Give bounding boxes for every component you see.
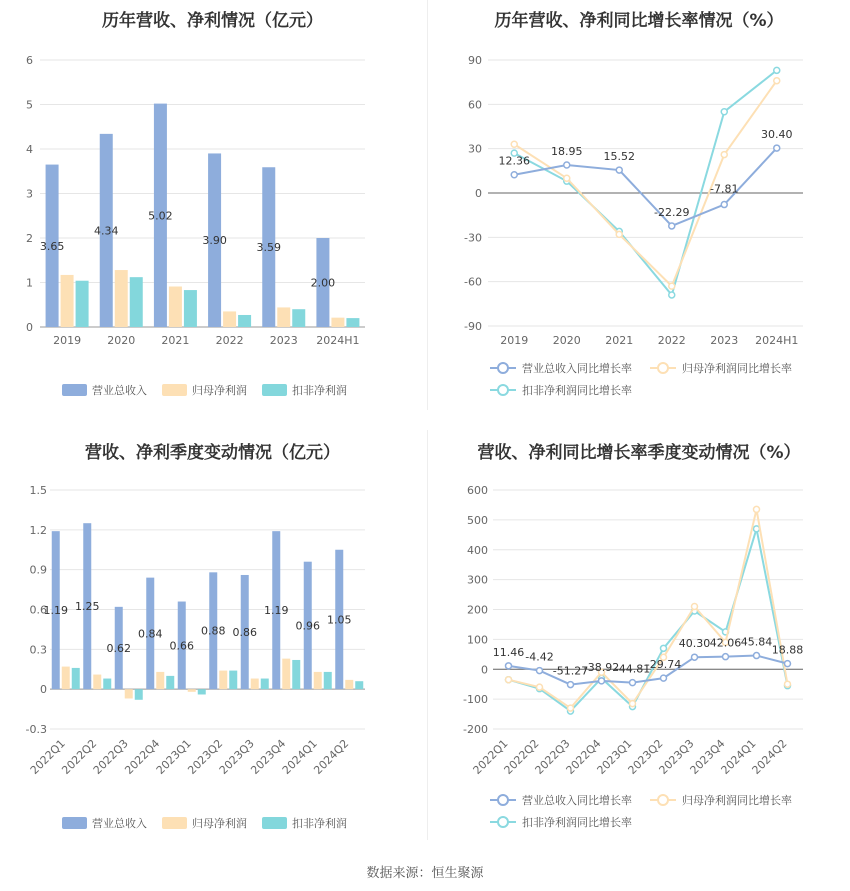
legend-label: 扣非净利润: [292, 817, 347, 830]
x-tick-label: 2023Q4: [687, 736, 728, 777]
y-tick-label: 100: [467, 633, 488, 647]
x-tick-label: 2024Q1: [718, 736, 759, 777]
legend-label: 归母净利润: [192, 384, 247, 397]
series-point: [616, 231, 622, 237]
y-tick-label: 6: [26, 54, 33, 67]
data-label: 0.96: [295, 619, 320, 633]
chart-title: 营收、净利同比增长率季度变动情况（%）: [477, 443, 801, 463]
y-tick-label: 0.3: [29, 643, 47, 657]
legend-label: 营业总收入: [92, 817, 147, 830]
data-label: 40.30: [678, 637, 711, 651]
legend-swatch: [162, 384, 187, 396]
annual-growth-panel: [428, 0, 850, 410]
net-profit-bar: [93, 675, 101, 690]
net-profit-bar: [331, 318, 344, 327]
legend-swatch-marker: [658, 363, 668, 373]
series-point: [774, 67, 780, 73]
deducted-profit-bar: [184, 290, 197, 327]
data-label: 4.34: [94, 224, 119, 238]
legend-swatch: [262, 817, 287, 829]
x-tick-label: 2023Q1: [153, 736, 194, 777]
series-point: [723, 654, 729, 660]
x-tick-label: 2023Q2: [185, 736, 226, 777]
legend-swatch: [62, 384, 87, 396]
series-point: [774, 78, 780, 84]
chart-title: 营收、净利季度变动情况（亿元）: [85, 443, 340, 463]
chart-title: 历年营收、净利情况（亿元）: [102, 11, 323, 31]
x-tick-label: 2021: [605, 334, 634, 347]
quarterly-values-panel: [0, 432, 425, 847]
net-profit-bar: [223, 311, 236, 327]
deducted-profit-bar: [198, 689, 206, 694]
y-tick-label: 3: [26, 187, 33, 201]
x-tick-label: 2022Q4: [563, 736, 604, 777]
y-tick-label: -30: [464, 231, 482, 245]
annual-values-chart: [0, 0, 425, 410]
x-tick-label: 2022Q3: [532, 736, 573, 777]
series-point: [785, 681, 791, 687]
y-tick-label: 30: [468, 142, 482, 156]
net-profit-bar: [156, 672, 164, 689]
legend-swatch-marker: [498, 385, 508, 395]
chart-title: 历年营收、净利同比增长率情况（%）: [494, 11, 784, 31]
y-tick-label: 1.5: [29, 484, 47, 497]
data-label: 45.84: [740, 635, 773, 649]
x-tick-label: 2022Q2: [59, 736, 100, 777]
x-tick-label: 2023Q4: [248, 736, 289, 777]
x-tick-label: 2023Q3: [656, 736, 697, 777]
net-profit-bar: [115, 270, 128, 327]
deducted-profit-bar: [130, 277, 143, 327]
legend-label: 扣非净利润: [292, 384, 347, 397]
x-tick-label: 2024Q2: [749, 736, 790, 777]
data-label: 3.59: [256, 241, 281, 255]
y-tick-label: 5: [26, 98, 33, 112]
data-label: -29.74: [645, 658, 682, 672]
x-tick-label: 2024H1: [755, 334, 799, 347]
x-tick-label: 2024H1: [316, 334, 360, 347]
deducted-profit-bar: [355, 681, 363, 689]
data-label: 11.46: [492, 645, 525, 659]
y-tick-label: -100: [463, 693, 488, 707]
net-profit-bar: [188, 689, 196, 692]
x-tick-label: 2023Q2: [625, 736, 666, 777]
series-point: [564, 175, 570, 181]
y-tick-label: 200: [467, 603, 488, 617]
y-tick-label: -0.3: [25, 723, 47, 736]
data-source: 数据来源：恒生聚源: [366, 866, 484, 881]
net-profit-bar: [169, 287, 182, 327]
x-tick-label: 2021: [161, 334, 190, 347]
series-point: [506, 663, 512, 669]
series-point: [721, 109, 727, 115]
data-label: 15.52: [603, 150, 635, 164]
series-point: [754, 506, 760, 512]
series-point: [669, 292, 675, 298]
deducted-profit-bar: [76, 281, 89, 327]
x-tick-label: 2024Q1: [279, 736, 320, 777]
series-point: [661, 675, 667, 681]
data-label: 5.02: [148, 209, 173, 223]
y-tick-label: 0: [475, 187, 482, 200]
deducted-profit-bar: [72, 668, 80, 689]
x-tick-label: 2020: [107, 334, 136, 347]
legend-swatch-marker: [498, 817, 508, 827]
data-label: -38.92: [583, 660, 620, 674]
y-tick-label: 2: [26, 232, 33, 245]
series-point: [537, 684, 543, 690]
x-tick-label: 2022Q4: [122, 736, 163, 777]
y-tick-label: 400: [467, 543, 488, 557]
series-point: [568, 705, 574, 711]
y-tick-label: 60: [468, 98, 482, 112]
series-point: [692, 604, 698, 610]
deducted-profit-bar: [261, 679, 269, 690]
series-point: [506, 677, 512, 683]
data-label: -44.81: [614, 662, 651, 676]
data-label: -22.29: [654, 205, 690, 219]
deducted-profit-bar: [103, 679, 111, 690]
deducted-profit-bar: [166, 676, 174, 689]
x-tick-label: 2019: [500, 334, 529, 347]
legend-label: 归母净利润同比增长率: [682, 794, 792, 807]
legend-swatch-marker: [498, 795, 508, 805]
series-point: [721, 152, 727, 158]
quarterly-values-chart: [0, 432, 425, 847]
x-tick-label: 2023Q1: [594, 736, 635, 777]
y-tick-label: 90: [468, 54, 482, 67]
x-tick-label: 2022Q3: [90, 736, 131, 777]
data-label: 0.62: [106, 642, 131, 656]
series-point: [669, 283, 675, 289]
legend-label: 扣非净利润同比增长率: [522, 816, 632, 829]
series-point: [630, 701, 636, 707]
y-tick-label: 1.2: [29, 523, 47, 537]
annual-values-panel: [0, 0, 425, 410]
deducted-profit-bar: [346, 318, 359, 327]
y-tick-label: 300: [467, 573, 488, 587]
legend-label: 归母净利润同比增长率: [682, 362, 792, 375]
data-label: 1.19: [43, 604, 68, 618]
y-tick-label: 600: [467, 484, 488, 497]
series-point: [754, 653, 760, 659]
series-point: [537, 668, 543, 674]
deducted-profit-bar: [238, 315, 251, 327]
series-point: [669, 223, 675, 229]
y-tick-label: 500: [467, 513, 488, 527]
deducted-profit-bar: [229, 671, 237, 690]
legend-label: 营业总收入: [92, 384, 147, 397]
series-point: [721, 202, 727, 208]
data-label: 0.86: [232, 626, 257, 640]
legend-swatch-marker: [498, 363, 508, 373]
net-profit-bar: [277, 307, 290, 327]
series-point: [564, 162, 570, 168]
y-tick-label: -200: [463, 723, 488, 736]
x-tick-label: 2020: [552, 334, 581, 347]
data-label: -51.27: [552, 664, 589, 678]
legend-swatch: [262, 384, 287, 396]
legend-swatch-marker: [658, 795, 668, 805]
y-tick-label: 0.9: [29, 563, 47, 577]
data-label: 3.65: [39, 239, 65, 253]
legend-label: 营业总收入同比增长率: [522, 362, 632, 375]
x-tick-label: 2022Q1: [470, 736, 511, 777]
legend-label: 归母净利润: [192, 817, 247, 830]
net-profit-bar: [61, 275, 74, 327]
deducted-profit-bar: [324, 672, 332, 689]
series-point: [511, 172, 517, 178]
legend-swatch: [162, 817, 187, 829]
y-tick-label: 0: [40, 683, 47, 697]
net-profit-bar: [282, 659, 290, 690]
x-tick-label: 2024Q2: [311, 736, 352, 777]
net-profit-bar: [125, 689, 133, 698]
net-profit-bar: [251, 679, 259, 690]
quarterly-growth-panel: [428, 432, 850, 847]
data-label: 1.19: [264, 604, 289, 618]
y-tick-label: -90: [464, 320, 482, 333]
data-label: 18.95: [551, 144, 583, 158]
quarterly-growth-chart: [428, 432, 850, 847]
y-tick-label: 4: [26, 143, 33, 156]
deducted-profit-bar: [292, 660, 300, 689]
data-label: 0.88: [201, 624, 226, 638]
data-label: 18.88: [771, 643, 804, 657]
data-label: 0.66: [169, 639, 194, 653]
net-profit-bar: [345, 680, 353, 689]
legend-swatch: [62, 817, 87, 829]
series-point: [599, 678, 605, 684]
data-label: 3.90: [202, 234, 227, 248]
data-label: 42.06: [709, 636, 742, 650]
net-profit-bar: [314, 672, 322, 689]
x-tick-label: 2023: [710, 334, 739, 347]
data-label: -4.42: [525, 650, 554, 664]
y-tick-label: 0.6: [29, 603, 47, 617]
x-tick-label: 2023Q3: [216, 736, 257, 777]
series-point: [661, 645, 667, 651]
series-point: [616, 167, 622, 173]
legend-label: 扣非净利润同比增长率: [522, 384, 632, 397]
data-label: 0.84: [138, 627, 163, 641]
series-point: [568, 682, 574, 688]
annual-growth-chart: [428, 0, 850, 410]
y-tick-label: 0: [26, 321, 33, 334]
y-tick-label: -60: [464, 275, 482, 289]
data-label: 1.05: [327, 613, 352, 627]
series-point: [785, 661, 791, 667]
y-tick-label: 1: [26, 276, 33, 290]
y-tick-label: 0: [481, 663, 488, 677]
deducted-profit-bar: [292, 309, 305, 327]
x-tick-label: 2022Q2: [501, 736, 542, 777]
data-label: 12.36: [498, 154, 530, 168]
series-point: [774, 145, 780, 151]
series-point: [630, 680, 636, 686]
series-point: [692, 654, 698, 660]
legend-label: 营业总收入同比增长率: [522, 794, 632, 807]
x-tick-label: 2022Q1: [27, 736, 68, 777]
series-point: [511, 141, 517, 147]
data-label: -7.81: [710, 182, 739, 196]
x-tick-label: 2019: [53, 334, 82, 347]
data-label: 30.40: [761, 128, 793, 142]
deducted-profit-bar: [135, 689, 143, 700]
x-tick-label: 2023: [269, 334, 298, 347]
x-tick-label: 2022: [215, 334, 244, 347]
data-label: 1.25: [75, 600, 100, 614]
x-tick-label: 2022: [657, 334, 686, 347]
net-profit-bar: [62, 667, 70, 690]
data-label: 2.00: [310, 276, 336, 290]
net-profit-bar: [219, 671, 227, 690]
